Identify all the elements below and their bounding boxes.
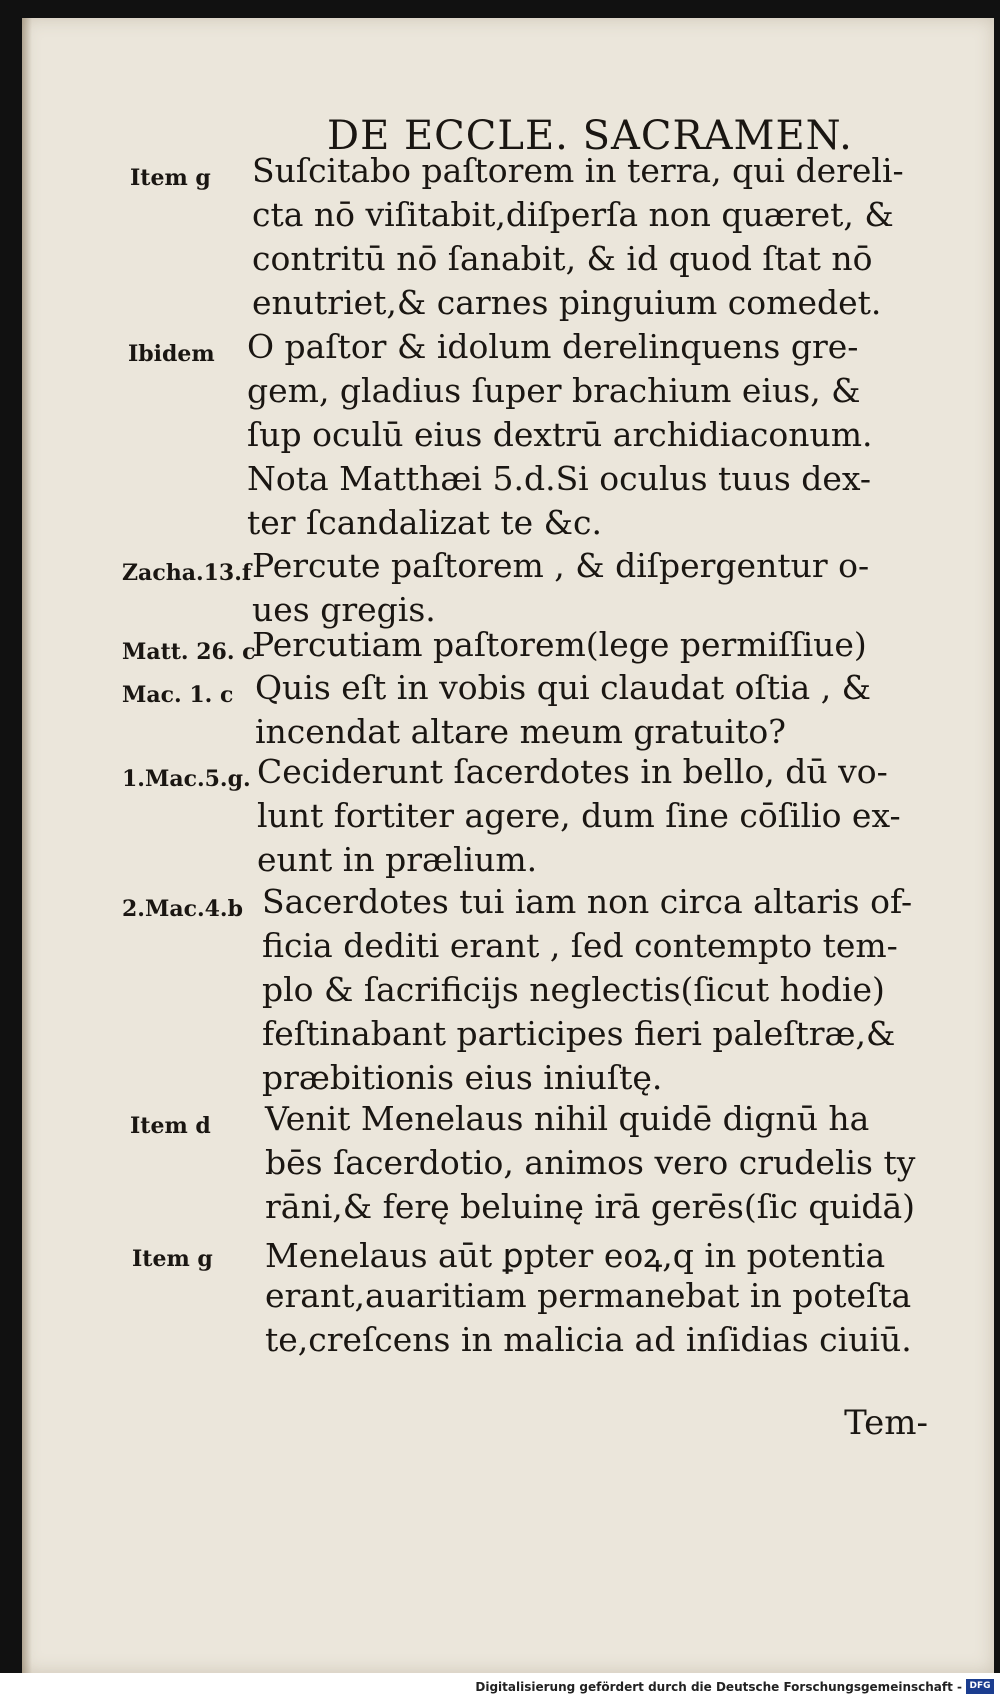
- dfg-logo: DFG: [966, 1679, 994, 1694]
- text-line: Venit Menelaus nihil quidē dignū ha: [265, 1099, 870, 1138]
- catchword: Tem-: [844, 1403, 928, 1443]
- text-line: gem, gladius ſuper brachium eius, &: [247, 371, 861, 410]
- text-line: plo & ſacrificijs neglectis(ſicut hodie): [262, 970, 885, 1009]
- margin-reference: 1.Mac.5.g.: [122, 766, 251, 792]
- text-line: rāni,& ferę beluinę irā gerēs(ſic quidā): [265, 1187, 916, 1226]
- text-line: erant,auaritiam permanebat in poteſta: [265, 1276, 912, 1315]
- margin-reference: Ibidem: [128, 341, 215, 367]
- text-line: eunt in prælium.: [257, 840, 538, 879]
- margin-reference: 2.Mac.4.b: [122, 896, 243, 922]
- text-line: ficia dediti erant , ſed contempto tem-: [262, 926, 898, 965]
- text-line: Percutiam paſtorem(lege permiſſiue): [252, 625, 867, 664]
- text-line: Sacerdotes tui iam non circa altaris of-: [262, 882, 913, 921]
- margin-reference: Mac. 1. c: [122, 682, 234, 708]
- text-line: enutriet,& carnes pinguium comedet.: [252, 283, 882, 322]
- text-line: feſtinabant participes fieri paleſtræ,&: [262, 1014, 896, 1053]
- funding-notice: Digitalisierung gefördert durch die Deutsche Forschungsgemeinschaft -: [475, 1680, 962, 1694]
- text-line: ter ſcandalizat te &c.: [247, 503, 603, 542]
- margin-reference: Zacha.13.f: [122, 560, 252, 586]
- text-line: Suſcitabo paſtorem in terra, qui dereli-: [252, 151, 904, 190]
- text-line: Nota Matthæi 5.d.Si oculus tuus dex-: [247, 459, 872, 498]
- margin-reference: Item g: [132, 1246, 213, 1272]
- text-line: Ceciderunt ſacerdotes in bello, dū vo-: [257, 752, 888, 791]
- text-line: ues gregis.: [252, 590, 436, 629]
- text-line: O paſtor & idolum derelinquens gre-: [247, 327, 859, 366]
- margin-reference: Item g: [130, 165, 211, 191]
- running-head: DE ECCLE. SACRAMEN.: [327, 113, 853, 159]
- text-line: ſup oculū eius dextrū archidiaconum.: [247, 415, 873, 454]
- margin-reference: Item d: [130, 1113, 211, 1139]
- text-line: bēs ſacerdotio, animos vero crudelis ty: [265, 1143, 916, 1182]
- margin-reference: Matt. 26. c: [122, 639, 256, 665]
- text-line: cta nō viſitabit,diſperſa non quæret, &: [252, 195, 894, 234]
- text-line: præbitionis eius iniuſtę.: [262, 1058, 663, 1097]
- text-line: Quis eſt in vobis qui claudat oſtia , &: [255, 668, 872, 707]
- text-line: contritū nō ſanabit, & id quod ſtat nō: [252, 239, 873, 278]
- text-line: Menelaus aūt ꝑpter eoꝝ,q in potentia: [265, 1236, 886, 1275]
- text-line: te,creſcens in malicia ad inſidias ciuiū.: [265, 1320, 912, 1359]
- text-line: Percute paſtorem , & diſpergentur o-: [252, 546, 870, 585]
- text-line: incendat altare meum gratuito?: [255, 712, 786, 751]
- book-page: [22, 18, 994, 1673]
- text-line: lunt fortiter agere, dum ſine cōſilio ex-: [257, 796, 901, 835]
- page-gutter-shadow: [22, 18, 32, 1673]
